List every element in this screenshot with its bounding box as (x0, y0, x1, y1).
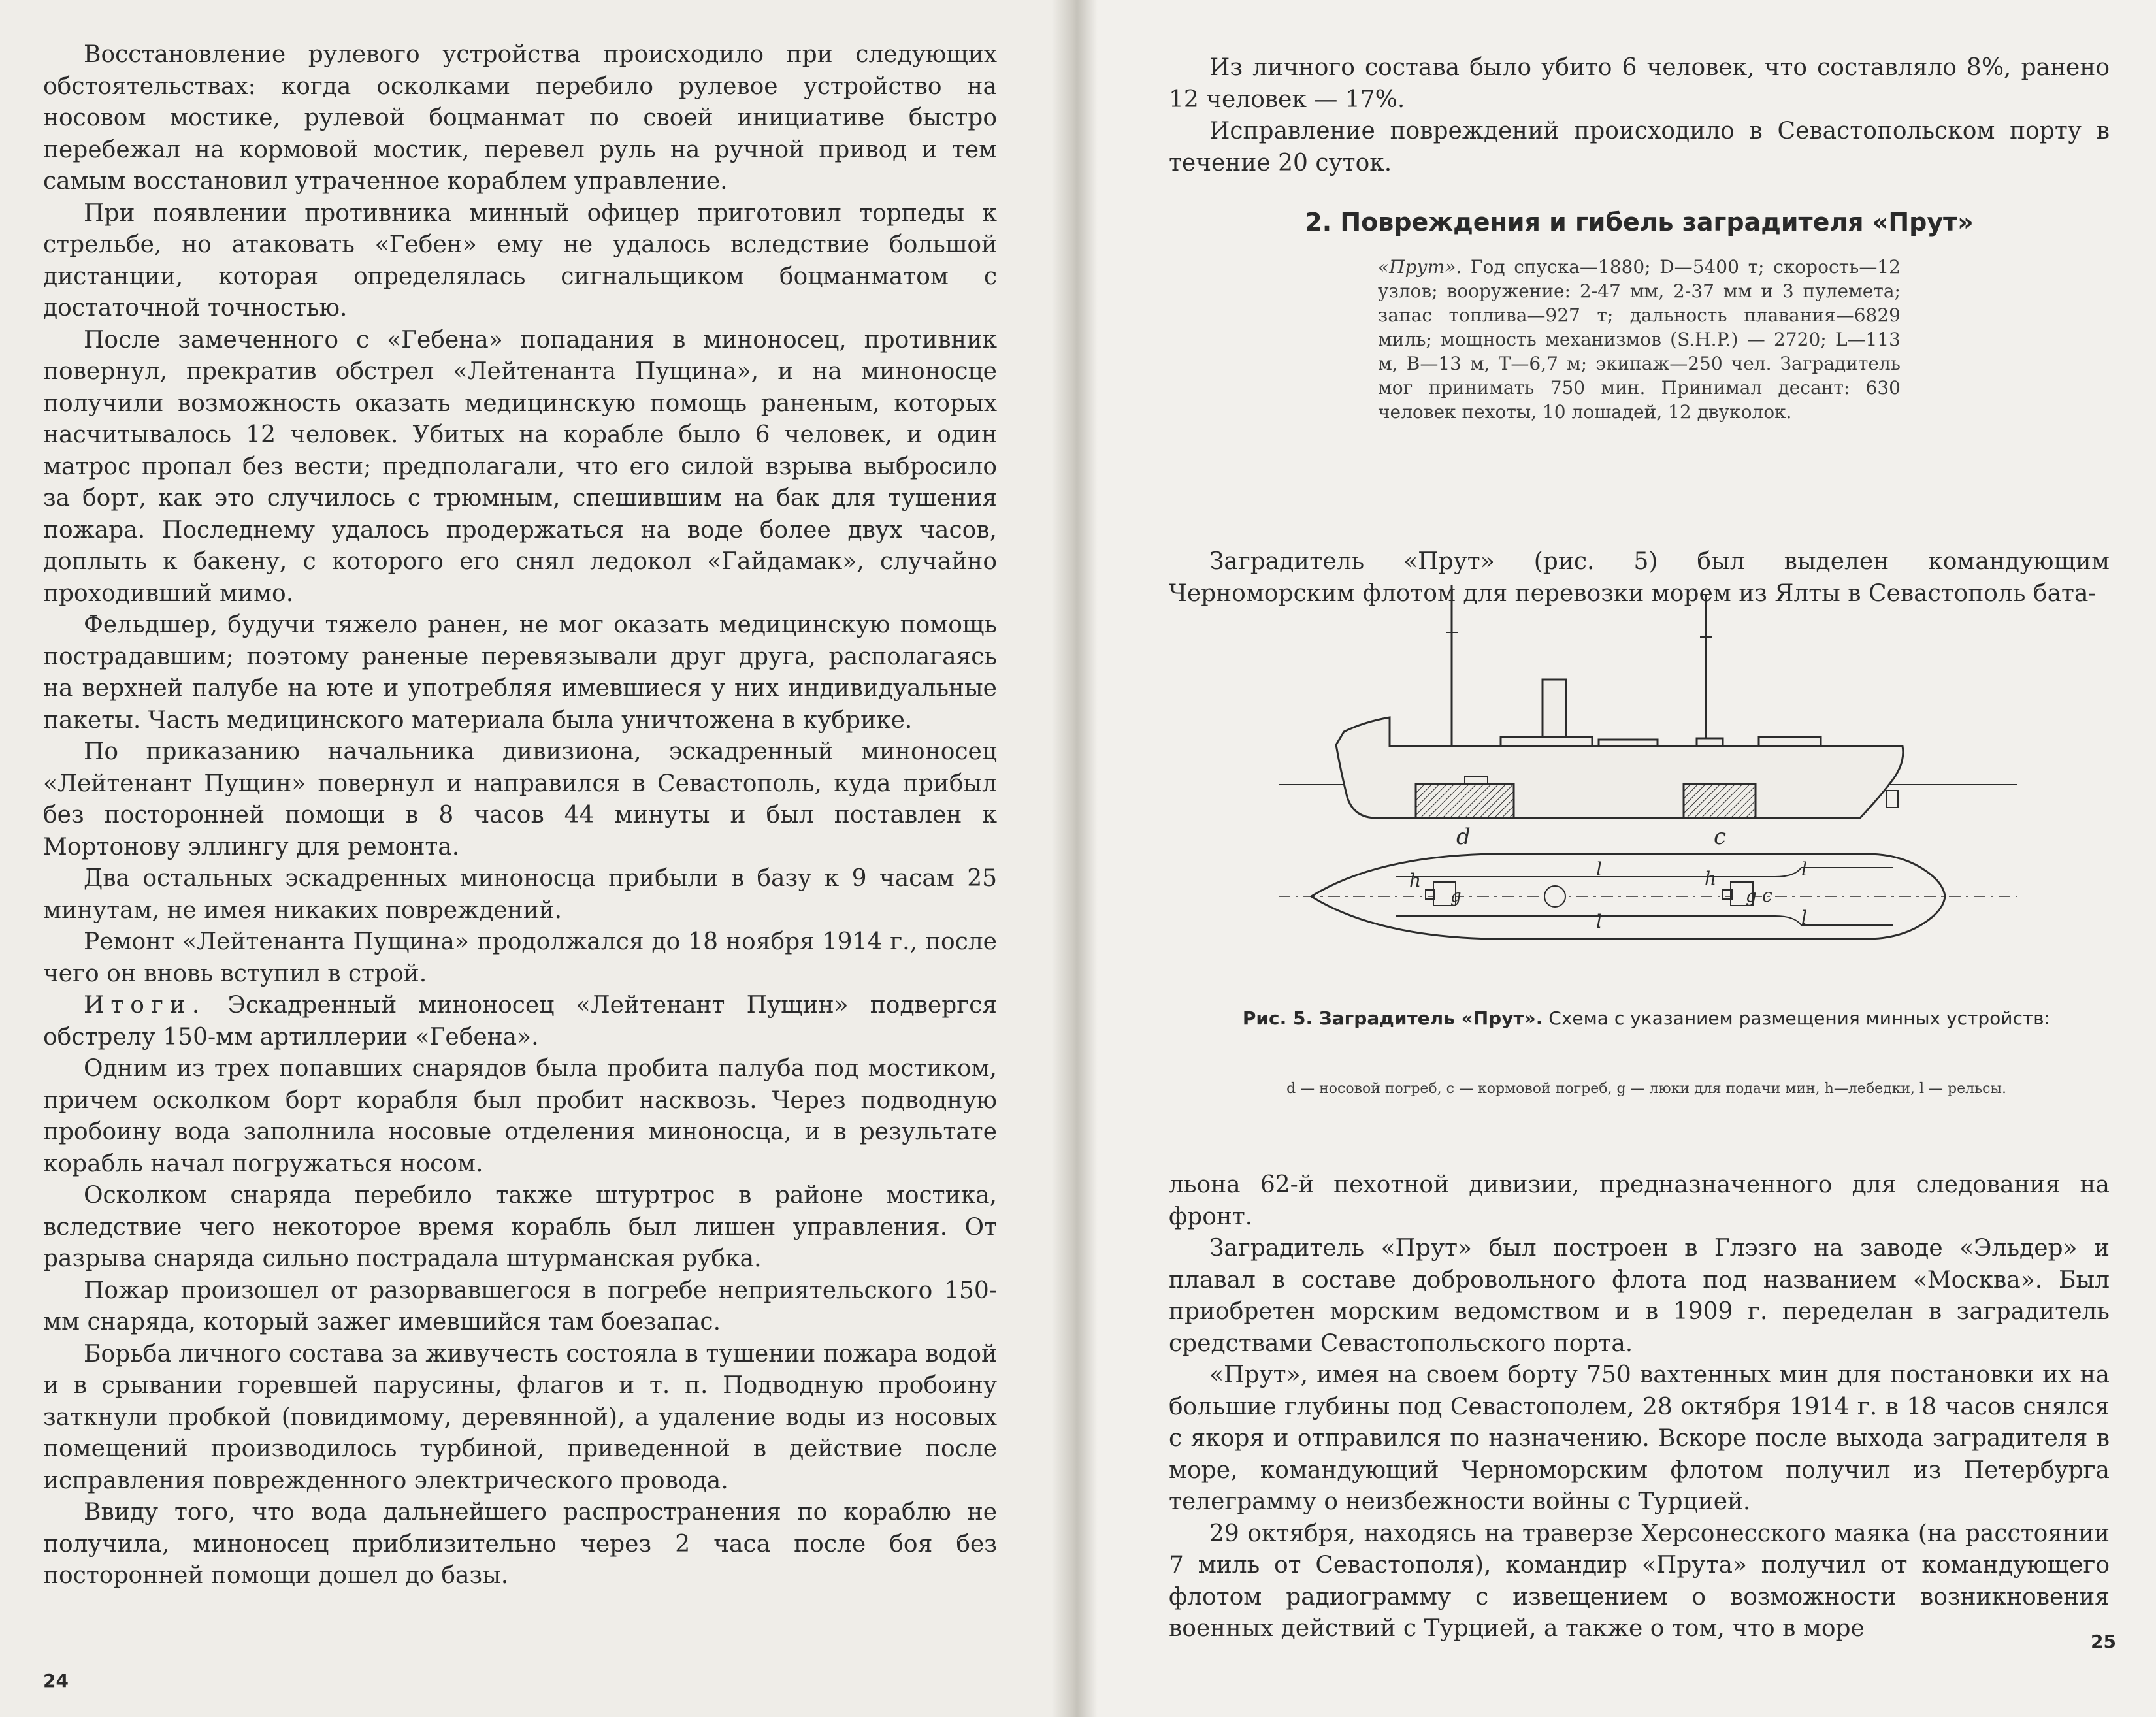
paragraph: Ввиду того, что вода дальнейшего распространения по кораблю не получила, миноносец приблизительно через 2 часа после боя без посторонней помощи дошел до базы. (43, 1499, 997, 1589)
paragraph: После замеченного с «Гебена» попадания в миноносец, противник повернул, прекратив обстрел «Лейтенанта Пущина», и на миноносце получили возможность оказать медицинскую помощь раненым, которых насчитывалось 12 человек. Убитых на корабле было 6 человек, и один матрос пропал без вести; предполагали, что его силой взрыва выбросило за борт, как это случилось с трюмным, спешившим на бак для тушения пожара. Последнему удалось продержаться на воде более двух часов, доплыть к бакену, с которого его снял ледокол «Гайдамак», случайно проходивший мимо. (43, 326, 997, 607)
paragraph: Восстановление рулевого устройства происходило при следующих обстоятельствах: когда осколками перебило рулевое устройство на носовом мостике, рулевой боцманмат по своей инициативе быстро перебежал на кормовой мостик, перевел руль на ручной привод и тем самым восстановил утраченное кораблем управление. (43, 41, 997, 195)
label-l: l (1596, 911, 1602, 932)
label-l: l (1596, 858, 1602, 880)
ship-side-view (1279, 585, 2017, 818)
ship-specs-text: Год спуска—1880; D—5400 т; скорость—12 узлов; вооружение: 2-47 мм, 2-37 мм и 3 пулемета; запас топлива—927 т; дальность плавания—6829 миль; мощность механизмов (S.H.P.) — 2720; L—113 м, B—13 м, T—6,7 м; экипаж—250 чел. Заградитель мог принимать 750 мин. Принимал десант: 630 человек пехоты, 10 лошадей, 12 двуколок. (1378, 256, 1901, 423)
paragraph: «Прут», имея на своем борту 750 вахтенных мин для постановки их на большие глубины под Севастополем, 28 октября 1914 г. в 18 часов снялся с якоря и отправился по назначению. Вскоре после выхода заградителя в море, командующий Черноморским флотом получил из Петербурга телеграмму о неизбежности войны с Турцией. (1169, 1362, 2110, 1515)
itogi-label: Итоги. (84, 992, 206, 1019)
label-d: d (1456, 824, 1471, 850)
paragraph: Из личного состава было убито 6 человек, что составляло 8%, ранено 12 человек — 17%. (1169, 54, 2110, 113)
itogi-paragraph (43, 990, 997, 1053)
fore-magazine-d (1416, 784, 1514, 818)
label-g-fore: g (1450, 887, 1462, 906)
label-c-plan: c (1762, 885, 1772, 906)
paragraph: Борьба личного состава за живучесть состояла в тушении пожара водой и в срывании горевшей парусины, флагов и т. п. Подводную пробоину заткнули пробкой (повидимому, деревянной), а удаление воды из носовых помещений производилось турбиной, приведенной в действие после исправления поврежденного электрического провода. (43, 1340, 997, 1494)
paragraph: Ремонт «Лейтенанта Пущина» продолжался до 18 ноября 1914 г., после чего он вновь вступил в строй. (43, 928, 997, 987)
paragraph: Заградитель «Прут» (рис. 5) был выделен командующим Черноморским флотом для перевозки морем из Ялты в Севастополь бата- (1169, 548, 2110, 607)
figure-caption (1228, 1006, 2065, 1031)
ship-plan-view (1279, 854, 2017, 939)
label-g-aft: g (1746, 887, 1757, 906)
label-l: l (1801, 907, 1807, 928)
page-number-right: 25 (2091, 1631, 2116, 1652)
ship-specs-name: «Прут». (1378, 256, 1462, 278)
book-gutter (1052, 0, 1098, 1717)
hatch (1465, 776, 1488, 784)
deckhouse (1501, 737, 1592, 746)
stern-rudder (1886, 791, 1898, 808)
ship-specs (1378, 255, 1901, 424)
right-page-continued (1169, 1169, 2110, 1645)
caption-title: Рис. 5. Заградитель «Прут». (1242, 1007, 1543, 1029)
paragraph: Исправление повреждений происходило в Севастопольском порту в течение 20 суток. (1169, 118, 2110, 176)
funnel (1543, 679, 1566, 738)
paragraph: Заградитель «Прут» был построен в Глэзго на заводе «Эльдер» и плавал в составе добровольного флота под названием «Москва». Был приобретен морским ведомством и в 1909 г. переделан в заградитель средствами Севастопольского порта. (1169, 1235, 2110, 1357)
left-page-text (43, 39, 997, 1592)
paragraph: Фельдшер, будучи тяжело ранен, не мог оказать медицинскую помощь пострадавшим; поэтому раненые перевязывали друг друга, располагаясь на верхней палубе на юте и употребляя имевшиеся у них индивидуальные пакеты. Часть медицинского материала была уничтожена в кубрике. (43, 612, 997, 734)
label-l: l (1801, 858, 1807, 880)
label-h-fore: h (1409, 870, 1422, 891)
figure-legend: d — носовой погреб, c — кормовой погреб, g — люки для подачи мин, h—лебедки, l — рельсы. (1286, 1081, 2006, 1097)
paragraph: Одним из трех попавших снарядов была пробита палуба под мостиком, причем осколком борт корабля был пробит насквозь. Через подводную пробоину вода заполнила носовые отделения миноносца, и в результате корабль начал погружаться носом. (43, 1055, 997, 1177)
aft-magazine-c (1684, 784, 1756, 818)
paragraph: Осколком снаряда перебило также штуртрос в районе мостика, вследствие чего некоторое время корабль был лишен управления. От разрыва снаряда сильно пострадала штурманская рубка. (43, 1182, 997, 1272)
paragraph: Два остальных эскадренных миноносца прибыли в базу к 9 часам 25 минутам, не имея никаких повреждений. (43, 865, 997, 924)
itogi-text: Эскадренный миноносец «Лейтенант Пущин» подвергся обстрелу 150-мм артиллерии «Гебена». (43, 992, 997, 1051)
deckhouse (1697, 738, 1723, 746)
page-number-left: 24 (43, 1670, 69, 1692)
funnel-plan (1544, 886, 1565, 907)
paragraph: льона 62-й пехотной дивизии, предназначенного для следования на фронт. (1169, 1171, 2110, 1230)
label-h-aft: h (1705, 868, 1717, 889)
paragraph: Пожар произошел от разорвавшегося в погребе неприятельского 150-мм снаряда, который зажег имевшийся там боезапас. (43, 1277, 997, 1335)
deckhouse (1759, 737, 1821, 746)
minelayer-diagram (1279, 575, 2017, 941)
paragraph: 29 октября, находясь на траверзе Херсонесского маяка (на расстоянии 7 миль от Севастополя), командир «Прута» получил от командующего флотом радиограмму с извещением о возможности возникновения военных действий с Турцией, а также о том, что в море (1169, 1520, 2110, 1642)
paragraph: При появлении противника минный офицер приготовил торпеды к стрельбе, но атаковать «Гебен» ему не удалось вследствие большой дистанции, которая определялась сигнальщиком боцманматом с достаточной точностью. (43, 199, 997, 321)
paragraph: По приказанию начальника дивизиона, эскадренный миноносец «Лейтенант Пущин» повернул и направился в Севастополь, куда прибыл без посторонней помощи в 8 часов 44 минуты и был поставлен к Мортонову эллингу для ремонта. (43, 738, 997, 860)
deckhouse (1599, 740, 1658, 746)
caption-text: Схема с указанием размещения минных устройств: (1543, 1007, 2051, 1029)
label-c: c (1714, 824, 1727, 850)
section-title: 2. Повреждения и гибель заградителя «Прут» (1305, 208, 1974, 237)
